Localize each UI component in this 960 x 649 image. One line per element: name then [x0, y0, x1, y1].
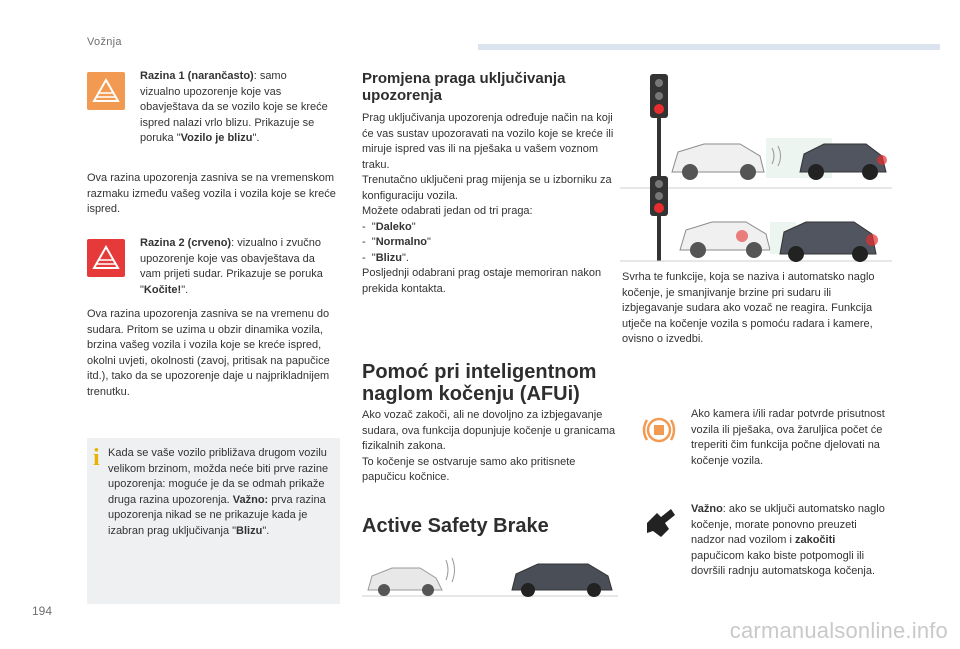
- option-normal: - "Normalno": [362, 236, 431, 248]
- asb-description: Svrha te funkcije, koja se naziva i automatsko naglo kočenje, je smanjivanje brzine pri sudaru ili izbjegavanje sudara ako vozač ne reagira. Funkcija utječe na kočenje vozila s pomoću radara i kamere, ovisno o izvedbi.: [622, 271, 875, 345]
- section-title: Vožnja: [87, 36, 122, 48]
- asb-illustration: [362, 550, 618, 600]
- page-number: 194: [32, 604, 53, 618]
- asb-heading: Active Safety Brake: [362, 515, 549, 537]
- info-text: Kada se vaše vozilo približava drugom vozilu velikom brzinom, možda neće biti prve razine upozorenja: moguće je da se odmah prikaže druga razina upozorenja. Važno: prva razina upozorenja nikad se ne prikazuje kada je izabran prag uključivanja "Blizu".: [108, 447, 329, 537]
- info-icon: i: [93, 445, 100, 471]
- option-far: - "Daleko": [362, 220, 416, 233]
- option-near: - "Blizu".: [362, 251, 409, 264]
- level1-description: Ova razina upozorenja zasniva se na vremenskom razmaku između vašeg vozila i vozila koje se kreće ispred.: [87, 172, 336, 215]
- red-warning-icon: [87, 239, 125, 277]
- level2-description: Ova razina upozorenja zasniva se na vremenu do sudara. Pritom se uzima u obzir dinamika vozila, brzina vašeg vozila i vozila koje se kreće ispred, okolni uvjeti, okolnosti (zavoj, pritisak na papučice itd.), tako da se upozorenje daje u najprikladnijem trenutku.: [87, 308, 330, 398]
- header-bar: [478, 44, 940, 50]
- watermark: carmanualsonline.info: [729, 618, 948, 643]
- asb-warning-lamp-icon: [639, 410, 679, 450]
- orange-warning-icon: [87, 72, 125, 110]
- threshold-text: Prag uključivanja upozorenja određuje način na koji će vas sustav upozoravati na vozilo koje se kreće ili miruje ispred vas ili na pješaka u vašem voznom traku. Trenutačno uključeni prag mijenja se u izborniku za konfiguraciju vozila. Možete odabrati jedan od tri praga: - "Daleko" - "Normalno" - "Blizu". Posljednji odabrani prag ostaje memoriran nakon prekida kontakta.: [362, 111, 617, 297]
- important-note: Važno: ako se uključi automatsko naglo kočenje, morate ponovno preuzeti nadzor nad vozilom i zakočiti papučicom kako biste potpomogli ili dovršili radnju automatskoga kočenja.: [691, 503, 885, 577]
- level2-text: Razina 2 (crveno): vizualno i zvučno upozorenje koje vas obavještava da vam prijeti sudar. Prikazuje se poruka "Kočite!".: [140, 237, 323, 296]
- threshold-heading: Promjena praga uključivanja upozorenja: [362, 70, 566, 104]
- level1-text: Razina 1 (narančasto): samo vizualno upozorenje koje vas obavještava da se vozilo koje se kreće ispred nalazi vrlo blizu. Prikazuje se poruka "Vozilo je blizu".: [140, 70, 328, 144]
- afui-heading: Pomoć pri inteligentnom naglom kočenju (AFUi): [362, 361, 597, 405]
- traffic-light-illustration-2: [620, 170, 892, 265]
- afui-text: Ako vozač zakoči, ali ne dovoljno za izbjegavanje sudara, ova funkcija dopunjuje kočenje u granicama fizikalnih zakona. To kočenje se ostvaruje samo ako pritisnete papučicu kočnice.: [362, 409, 616, 483]
- hand-warning-icon: [643, 505, 679, 541]
- lamp-description: Ako kamera i/ili radar potvrde prisutnost vozila ili pješaka, ova žaruljica počet će treperiti čim funkcija počne djelovati na kočenje vozila.: [691, 408, 885, 467]
